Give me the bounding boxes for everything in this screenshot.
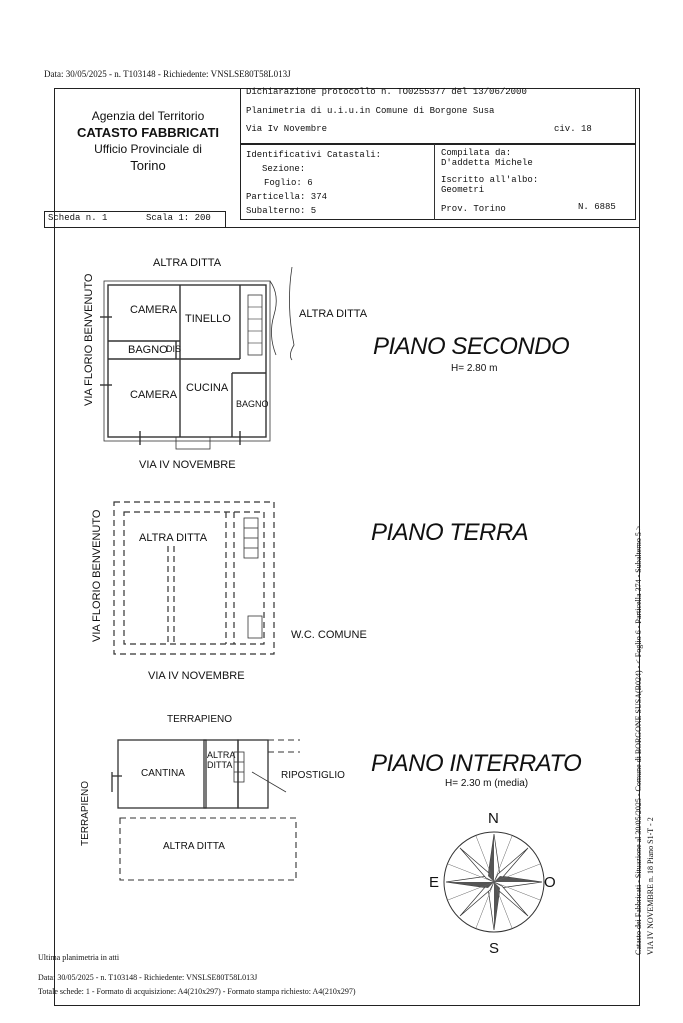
side-catasto-info: Catasto dei Fabbricati - Situazione al 30/05/2025 - Comune di BORGONE SUSA(B024) - < Foglio 6 - Particella 374 - Subalterno 5 > — [634, 525, 643, 955]
room-dis: DIS — [166, 344, 182, 354]
interrato-top-label: TERRAPIENO — [167, 714, 233, 725]
agency-name: Agenzia del Territorio — [91, 109, 205, 123]
floor-plan-secondo — [80, 255, 300, 455]
terra-altra-ditta: ALTRA DITTA — [139, 532, 208, 544]
piano-secondo-title: PIANO SECONDO — [373, 333, 570, 360]
room-cucina: CUCINA — [186, 382, 229, 394]
city-label: Torino — [130, 158, 166, 173]
drawing-top-rule — [44, 227, 640, 228]
interrato-left-label: TERRAPIENO — [80, 780, 91, 846]
piano-interrato-height: H= 2.30 m (media) — [445, 778, 529, 789]
room-cantina: CANTINA — [141, 768, 185, 779]
scale: Scala 1: 200 — [146, 213, 211, 223]
terra-bottom-street: VIA IV NOVEMBRE — [148, 670, 245, 682]
agency-block — [58, 108, 238, 174]
interrato-altra-ditta-small — [207, 750, 235, 770]
piano-terra-title: PIANO TERRA — [371, 519, 529, 546]
interrato-altra-ditta: ALTRA DITTA — [163, 841, 225, 852]
secondo-bottom-street: VIA IV NOVEMBRE — [139, 459, 236, 471]
request-info-top: Data: 30/05/2025 - n. T103148 - Richiedente: VNSLSE80T58L013J — [44, 69, 291, 79]
terra-left-street: VIA FLORIO BENVENUTO — [91, 509, 103, 642]
footer-ultima: Ultima planimetria in atti — [38, 953, 120, 962]
compass-rose-icon — [430, 812, 560, 952]
compass-o: O — [544, 874, 556, 891]
compiler-name: D'addetta Michele — [441, 158, 533, 168]
civic-number: civ. 18 — [554, 124, 592, 134]
foglio: Foglio: 6 — [264, 178, 313, 188]
footer-data: Data: 30/05/2025 - n. T103148 - Richiedente: VNSLSE80T58L013J — [38, 973, 258, 982]
scheda-number: Scheda n. 1 — [48, 213, 108, 223]
particella: Particella: 374 — [246, 192, 328, 202]
room-camera-1: CAMERA — [130, 304, 178, 316]
piano-interrato-title: PIANO INTERRATO — [371, 750, 582, 777]
province: Prov. Torino — [441, 204, 506, 214]
sezione: Sezione: — [262, 164, 306, 174]
interrato-altra-line1: ALTRA — [207, 750, 236, 760]
protocol-line: Dichiarazione protocollo n. TO0255377 del 13/06/2000 — [246, 87, 527, 97]
room-bagno-2: BAGNO — [236, 399, 269, 409]
albo-number: N. 6885 — [578, 202, 616, 212]
room-ripostiglio: RIPOSTIGLIO — [281, 770, 345, 781]
compass-s: S — [489, 940, 500, 957]
iscritto-label: Iscritto all'albo: — [441, 175, 539, 185]
compilata-label: Compilata da: — [441, 148, 512, 158]
piano-secondo-height: H= 2.80 m — [451, 363, 498, 374]
terra-wc-comune: W.C. COMUNE — [291, 629, 367, 641]
ufficio-label: Ufficio Provinciale di — [94, 142, 202, 156]
room-bagno-1: BAGNO — [128, 344, 168, 356]
interrato-altra-line2: DITTA — [207, 760, 233, 770]
planimetria-line: Planimetria di u.i.u.in Comune di Borgone Susa — [246, 106, 495, 116]
room-tinello: TINELLO — [185, 313, 231, 325]
side-address-info: VIA IV NOVEMBRE n. 18 Piano S1-T - 2 — [646, 817, 655, 955]
compass-n: N — [488, 810, 499, 827]
identifiers-title: Identificativi Catastali: — [246, 150, 382, 160]
secondo-left-street: VIA FLORIO BENVENUTO — [83, 273, 95, 406]
compass-e: E — [429, 874, 440, 891]
floor-plan-terra — [108, 496, 288, 662]
secondo-top-label: ALTRA DITTA — [153, 257, 222, 269]
secondo-right-label: ALTRA DITTA — [299, 308, 368, 320]
header-divider — [434, 144, 435, 220]
room-camera-2: CAMERA — [130, 389, 178, 401]
subalterno: Subalterno: 5 — [246, 206, 317, 216]
catasto-title: CATASTO FABBRICATI — [76, 125, 220, 140]
floor-plan-interrato — [108, 732, 304, 884]
albo-value: Geometri — [441, 185, 485, 195]
footer-totale: Totale schede: 1 - Formato di acquisizione: A4(210x297) - Formato stampa richiesto: A4(210x297) — [38, 987, 356, 996]
address-line: Via Iv Novembre — [246, 124, 328, 134]
